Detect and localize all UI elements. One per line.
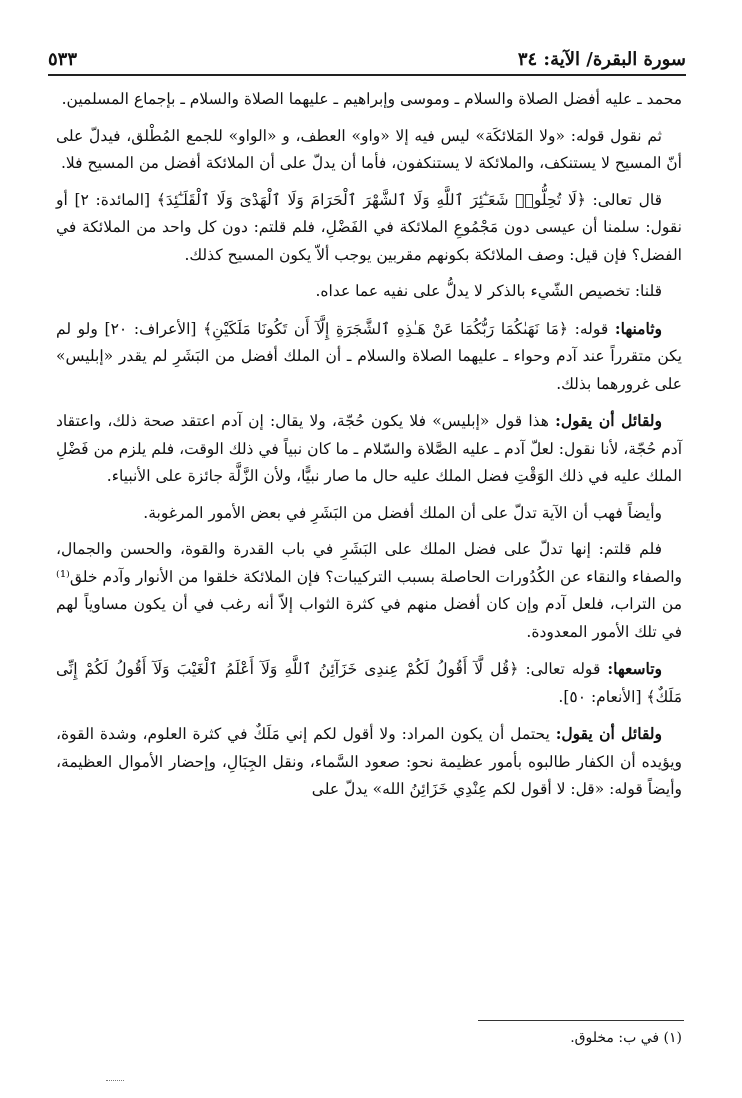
paragraph: فلم قلتم: إنها تدلّ على فضل الملك على البَشَرِ في باب القدرة والقوة، والحسن والجمال، والصفاء والنقاء عن الكُدُورات الحاصلة بسبب التركيبات؟ فإن الملائكة خلقوا من الأنوار وآدم خلق⁽¹⁾ من التراب، فلعل آدم وإن كان أفضل منهم في كثرة الثواب إلاّ أنه رغب في أن يكون مساوياً لهم في تلك الأمور المعدودة. <box>56 540 682 641</box>
paragraph-lead: وتاسعها: <box>607 659 662 678</box>
footnote-divider <box>478 1020 684 1021</box>
paragraph: وتاسعها: قوله تعالى: ﴿قُل لَّآ أَقُولُ لَكُمْ عِندِى خَزَآئِنُ ٱللَّهِ وَلَآ أَعْلَمُ ٱلْغَيْبَ وَلَآ أَقُولُ لَكُمْ إِنِّى مَلَكٌ﴾ [الأنعام: ٥٠]. <box>56 659 682 706</box>
paragraph: قلنا: تخصيص الشّيء بالذكر لا يدلُّ على نفيه عما عداه. <box>315 282 662 300</box>
paragraph: ولقائل أن يقول: يحتمل أن يكون المراد: ولا أقول لكم إني مَلَكٌ في كثرة العلوم، وشدة القوة، ويؤيده أن الكفار طالبوه بأمور عظيمة نحو: صعود السَّماء، ونقل الجِبَالِ، وإحضار الأموال العظيمة، وأيضاً قوله: «قل: لا أقول لكم عِنْدِي خَزَائِنُ الله» يدلّ على <box>56 724 682 798</box>
paragraph-lead: ولقائل أن يقول: <box>555 724 663 743</box>
paragraph: وأيضاً فهب أن الآية تدلّ على أن الملك أفضل من البَشَرِ في بعض الأمور المرغوبة. <box>143 503 662 522</box>
footnote: (١) في ب: مخلوق. <box>570 1030 682 1046</box>
page-number: ٥٣٣ <box>48 49 78 70</box>
paragraph: وثامنها: قوله: ﴿مَا نَهَىٰكُمَا رَبُّكُمَا عَنْ هَـٰذِهِ ٱلشَّجَرَةِ إِلَّآ أَن تَكُونَا مَلَكَيْنِ﴾ [الأعراف: ٢٠] ولو لم يكن متقرراً عند آدم وحواء ـ عليهما الصلاة والسلام ـ أن الملك أفضل من البَشَرِ لم يقدر «إبليس» على غرورهما بذلك. <box>56 318 682 393</box>
paragraph-lead: ولقائل أن يقول: <box>555 411 663 430</box>
running-title: سورة البقرة/ الآية: ٣٤ <box>517 49 686 70</box>
main-text <box>56 86 682 813</box>
page-mark <box>106 1080 124 1081</box>
paragraph: قال تعالى: ﴿لَا تُحِلُّوا۟ شَعَـٰٓئِرَ ٱللَّهِ وَلَا ٱلشَّهْرَ ٱلْحَرَامَ وَلَا ٱلْهَدْىَ وَلَا ٱلْقَلَـٰٓئِدَ﴾ [المائدة: ٢] أو نقول: سلمنا أن عيسى دون مَجْمُوعِ الملائكة في الفَضْلِ، فلم قلتم: دون كل واحد من الملائكة في الفضل؟ فإن قيل: وصف الملائكة بكونهم مقربين يوجب ألاّ يكون المسيح كذلك. <box>56 190 682 264</box>
paragraph: ولقائل أن يقول: هذا قول «إبليس» فلا يكون حُجّة، ولا يقال: إن آدم اعتقد صحة ذلك، واعتقاد آدم حُجّة، لأنا نقول: لعلّ آدم ـ عليه الصَّلاة والسّلام ـ ما كان نبياً في ذلك الوقت، فلم يلزم من فَضْلِ الملك عليه في ذلك الوَقْتِ فضل الملك عليه حال ما صار نبيًّا، ولأن الزَّلَّة جائزة على الأنبياء. <box>56 411 682 485</box>
page-header <box>48 40 686 76</box>
paragraph: ثم نقول قوله: «ولا المَلائكَة» ليس فيه إلا «واو» العطف، و «الواو» للجمع المُطْلق، فيدلّ على أنّ المسيح لا يستنكف، والملائكة لا يستنكفون، فأما أن يدلّ على أن الملائكة أفضل من المسيح فلا. <box>56 126 682 172</box>
paragraph: محمد ـ عليه أفضل الصلاة والسلام ـ وموسى وإبراهيم ـ عليهما الصلاة والسلام ـ بإجماع المسلمين. <box>61 90 682 108</box>
paragraph-lead: وثامنها: <box>614 318 662 338</box>
